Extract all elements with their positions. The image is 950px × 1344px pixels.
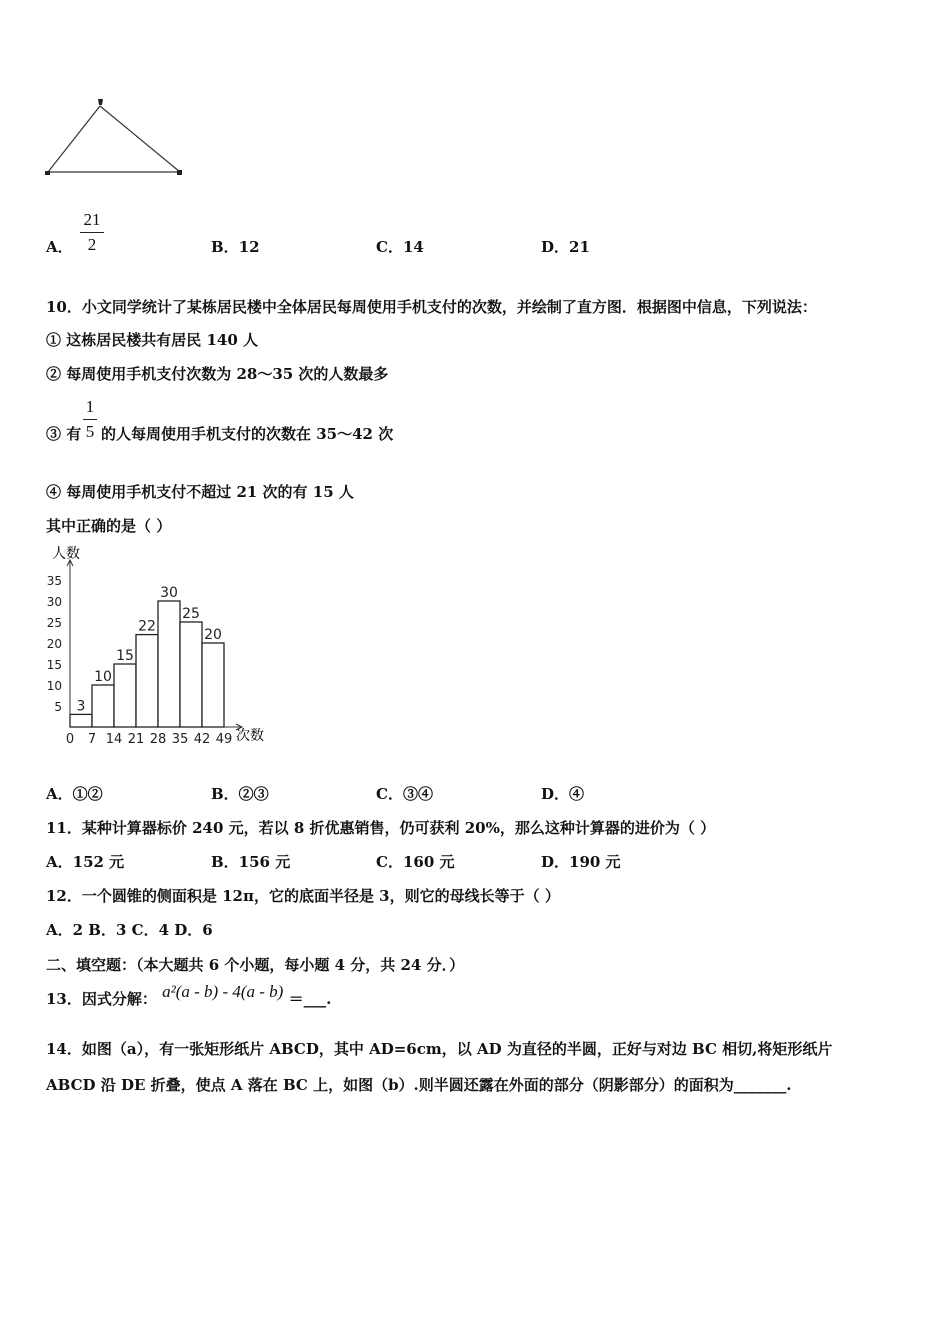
q9-option-c-text: 14 bbox=[402, 238, 424, 256]
histogram-bar-label: 22 bbox=[138, 618, 156, 635]
q9-option-b-text: 12 bbox=[238, 238, 260, 256]
q9-option-a-denominator: 2 bbox=[87, 235, 97, 254]
q11-option-d: D．190 元 bbox=[541, 853, 621, 871]
histogram-bar-label: 3 bbox=[76, 698, 86, 715]
histogram-x-tick-label: 14 bbox=[105, 732, 123, 747]
q9-option-a-numerator: 21 bbox=[83, 210, 101, 229]
q11-option-b: B．156 元 bbox=[211, 853, 291, 871]
q10-statement-4: ④ 每周使用手机支付不超过 21 次的有 15 人 bbox=[46, 483, 354, 501]
histogram-bar-label: 15 bbox=[116, 648, 134, 664]
histogram-bar bbox=[70, 714, 92, 727]
q12-stem: 12．一个圆锥的侧面积是 12π，它的底面半径是 3，则它的母线长等于（ ） bbox=[46, 887, 560, 905]
histogram-y-tick-label: 15 bbox=[46, 658, 62, 672]
histogram-bar bbox=[114, 664, 136, 727]
histogram-x-tick-label: 0 bbox=[65, 732, 75, 747]
histogram-chart bbox=[40, 542, 280, 752]
q10-option-a: A．①② bbox=[46, 785, 103, 803]
histogram-bar-label: 25 bbox=[182, 606, 200, 622]
histogram-y-tick-label: 10 bbox=[46, 679, 62, 693]
q10-stem: 10．小文同学统计了某栋居民楼中全体居民每周使用手机支付的次数，并绘制了直方图．根据图中信息，下列说法： bbox=[46, 298, 817, 316]
histogram-bar bbox=[158, 601, 180, 727]
histogram-x-tick-label: 49 bbox=[215, 732, 233, 747]
histogram-bar-label: 10 bbox=[94, 669, 112, 685]
vertex-right-mark bbox=[177, 170, 182, 175]
histogram-y-axis-label: 人数 bbox=[52, 546, 80, 562]
q9-option-c-letter: C． bbox=[376, 238, 403, 256]
q13-line bbox=[46, 982, 332, 1009]
histogram-y-tick-label: 30 bbox=[46, 595, 62, 609]
histogram-y-tick-label: 5 bbox=[54, 700, 62, 714]
q14-line-1: 14．如图（a），有一张矩形纸片 ABCD，其中 AD=6cm，以 AD 为直径的半圆，正好与对边 BC 相切,将矩形纸片 bbox=[46, 1040, 833, 1058]
vertex-top-mark bbox=[98, 99, 103, 105]
q13-suffix: ＝___. bbox=[288, 990, 332, 1008]
histogram-y-ticks bbox=[47, 574, 62, 714]
q9-option-c bbox=[376, 236, 424, 257]
q10-statement-3-suffix: 的人每周使用手机支付的次数在 35～42 次 bbox=[101, 425, 394, 443]
histogram-bar bbox=[92, 685, 114, 727]
vertex-left-mark bbox=[45, 171, 50, 175]
histogram-x-tick-label: 42 bbox=[193, 732, 211, 747]
triangle-side-ac bbox=[100, 106, 180, 172]
q13-expression: a²(a - b) - 4(a - b) bbox=[162, 982, 284, 1001]
q9-option-a-fraction bbox=[80, 210, 104, 255]
q10-option-c: C．③④ bbox=[376, 785, 433, 803]
q10-statement-3-fraction bbox=[83, 397, 97, 442]
histogram-y-tick-label: 35 bbox=[46, 574, 62, 588]
q9-option-d-letter: D． bbox=[541, 238, 570, 256]
q10-statement-1: ① 这栋居民楼共有居民 140 人 bbox=[46, 331, 258, 349]
histogram-y-tick-label: 25 bbox=[46, 616, 62, 630]
histogram-x-tick-label: 28 bbox=[149, 732, 167, 747]
histogram-y-tick-label: 20 bbox=[46, 637, 62, 651]
histogram-x-tick-label: 35 bbox=[171, 732, 189, 747]
histogram-x-tick-label: 7 bbox=[87, 732, 97, 747]
fraction-bar bbox=[83, 419, 97, 420]
q9-option-a-letter: A． bbox=[46, 238, 73, 256]
q9-option-d bbox=[541, 236, 590, 257]
q12-options: A．2 B．3 C．4 D．6 bbox=[46, 921, 213, 939]
section-2-heading: 二、填空题：（本大题共 6 个小题，每小题 4 分，共 24 分．） bbox=[46, 956, 465, 974]
histogram-bar-label: 30 bbox=[160, 585, 178, 601]
q10-ask: 其中正确的是（ ） bbox=[46, 517, 172, 535]
q10-statement-3-denominator: 5 bbox=[85, 422, 95, 441]
histogram-bar bbox=[180, 622, 202, 727]
histogram-x-axis-label: 次数 bbox=[236, 728, 264, 744]
histogram-bar bbox=[202, 643, 224, 727]
q11-option-c: C．160 元 bbox=[376, 853, 455, 871]
q14-line-2: ABCD 沿 DE 折叠，使点 A 落在 BC 上，如图（b）.则半圆还露在外面的部分（阴影部分）的面积为_______. bbox=[46, 1076, 792, 1094]
q10-statement-3-numerator: 1 bbox=[85, 397, 95, 416]
triangle-side-ab bbox=[48, 106, 100, 172]
histogram-bar-label: 20 bbox=[204, 627, 222, 643]
histogram-x-ticks bbox=[66, 732, 232, 747]
q9-option-b bbox=[211, 236, 260, 257]
q11-stem: 11．某种计算器标价 240 元，若以 8 折优惠销售，仍可获利 20%，那么这种计算器的进价为（ ） bbox=[46, 819, 716, 837]
q9-option-b-letter: B． bbox=[211, 238, 239, 256]
fraction-bar bbox=[80, 232, 104, 233]
histogram-bar bbox=[136, 635, 158, 727]
q11-option-a: A．152 元 bbox=[46, 853, 125, 871]
q10-statement-2: ② 每周使用手机支付次数为 28～35 次的人数最多 bbox=[46, 365, 389, 383]
q13-prefix: 13．因式分解： bbox=[46, 990, 157, 1008]
histogram-x-tick-label: 21 bbox=[127, 732, 145, 747]
q10-option-d: D．④ bbox=[541, 785, 585, 803]
q10-statement-3-prefix: ③ 有 bbox=[46, 425, 82, 443]
q9-option-d-text: 21 bbox=[569, 238, 590, 256]
triangle-figure bbox=[40, 96, 190, 180]
q10-option-b: B．②③ bbox=[211, 785, 269, 803]
